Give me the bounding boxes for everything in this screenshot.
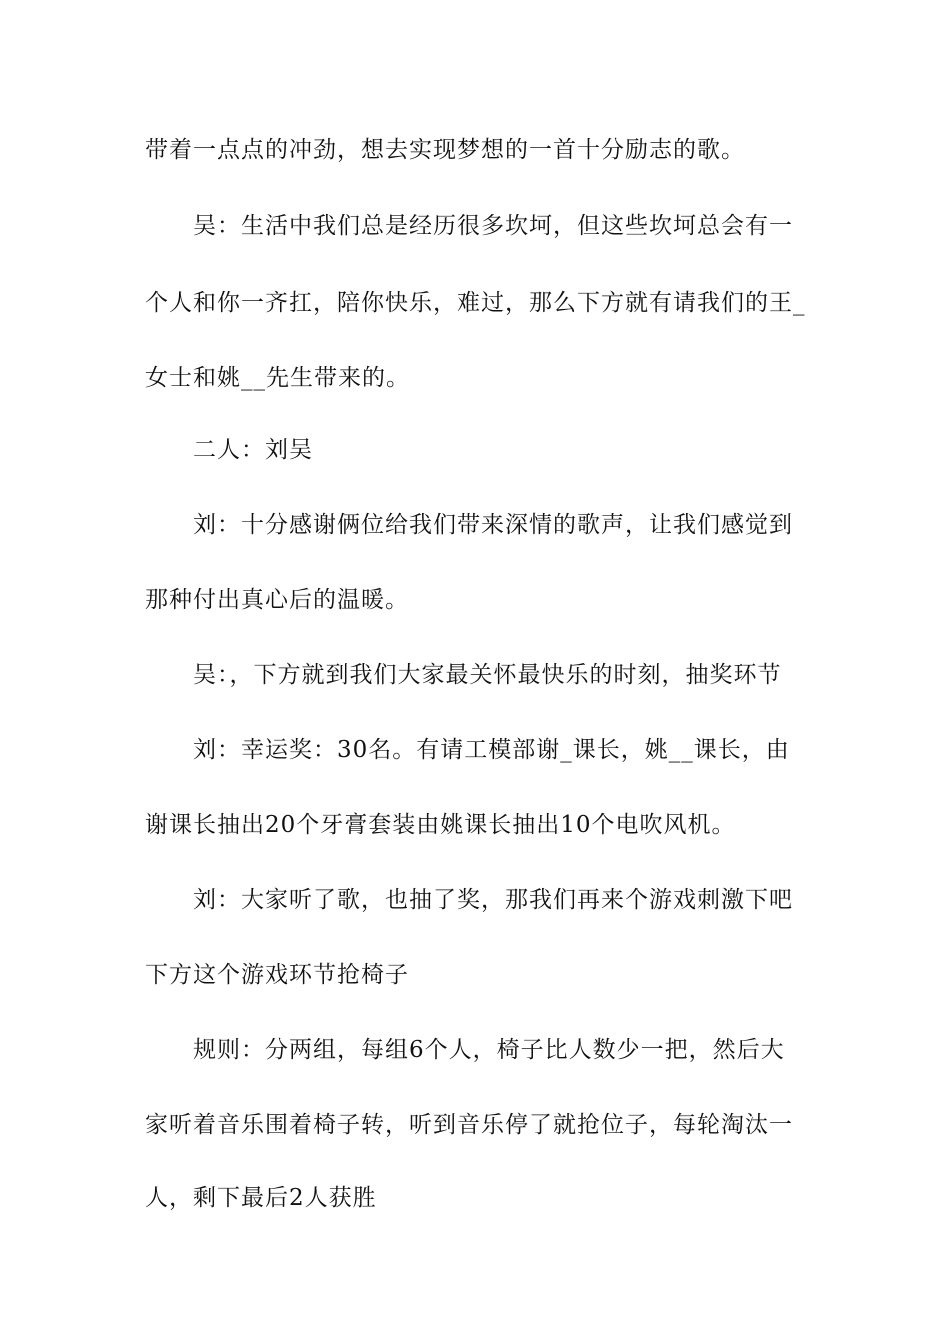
- text-line: 刘：幸运奖：30名。有请工模部谢_课长，姚__课长，由: [193, 737, 790, 763]
- text-line: 个人和你一齐扛，陪你快乐，难过，那么下方就有请我们的王_: [145, 290, 806, 316]
- text-line: 吴：，下方就到我们大家最关怀最快乐的时刻，抽奖环节: [193, 662, 782, 688]
- text-line: 女士和姚__先生带来的。: [145, 365, 410, 391]
- text-line: 那种付出真心后的温暖。: [145, 587, 409, 613]
- text-line: 吴：生活中我们总是经历很多坎坷，但这些坎坷总会有一: [193, 213, 793, 239]
- text-line: 规则：分两组，每组6个人，椅子比人数少一把，然后大: [193, 1037, 785, 1063]
- text-line: 刘：大家听了歌，也抽了奖，那我们再来个游戏刺激下吧: [193, 887, 793, 913]
- text-line: 二人：刘吴: [193, 437, 313, 463]
- text-line: 刘：十分感谢俩位给我们带来深情的歌声，让我们感觉到: [193, 512, 793, 538]
- text-line: 人，剩下最后2人获胜: [145, 1185, 377, 1211]
- text-line: 下方这个游戏环节抢椅子: [145, 962, 409, 988]
- text-line: 带着一点点的冲劲，想去实现梦想的一首十分励志的歌。: [145, 137, 745, 163]
- text-line: 家听着音乐围着椅子转，听到音乐停了就抢位子，每轮淘汰一: [145, 1112, 793, 1138]
- text-line: 谢课长抽出20个牙膏套装由姚课长抽出10个电吹风机。: [145, 812, 736, 838]
